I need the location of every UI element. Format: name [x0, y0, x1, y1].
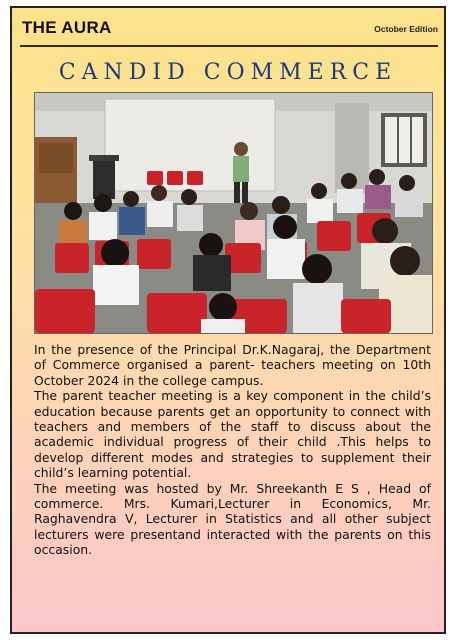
header-divider	[20, 45, 438, 47]
article-paragraph: The parent teacher meeting is a key component in the child’s education because parents get an opportunity to connect with teachers and members of the staff to discuss about the academic individual progress of their child .This helps to develop different modes and strategies to supplement their child’s learning potential.	[34, 388, 431, 481]
meeting-photo	[34, 92, 433, 334]
article-paragraph: In the presence of the Principal Dr.K.Nagaraj, the Department of Commerce organised a parent- teachers meeting on 10th October 2024 in the college campus.	[34, 342, 431, 388]
section-title: CANDID COMMERCE	[58, 60, 398, 85]
article-paragraph: The meeting was hosted by Mr. Shreekanth E S , Head of commerce. Mrs. Kumari,Lecturer in Economics, Mr. Raghavendra V, Lecturer in Statistics and all other subject lecturers were presentand interacted with the parents on this occasion.	[34, 480, 431, 558]
newsletter-page	[10, 6, 446, 634]
newsletter-brand: THE AURA	[22, 18, 112, 37]
newsletter-header	[20, 18, 438, 40]
meeting-photo-illustration	[35, 93, 432, 333]
article-body	[34, 342, 431, 558]
edition-label: October Edition	[374, 24, 438, 34]
